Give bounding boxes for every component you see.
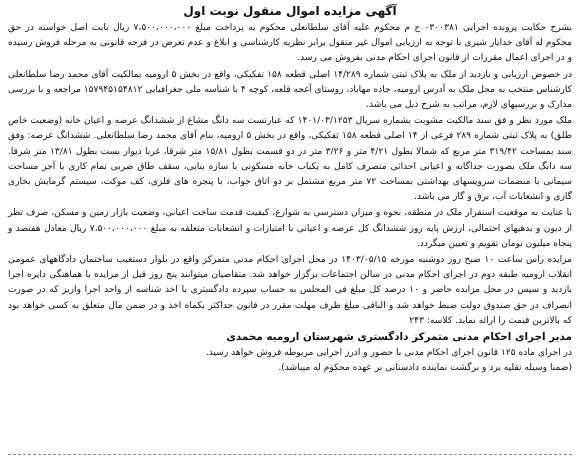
bottom-divider [8, 454, 572, 455]
signature-line: مدیر اجرای احکام مدنی متمرکز دادگستری شهرستان ارومیه محمدی [226, 331, 572, 344]
appraisal-paragraph: در خصوص ارزیابی و بازدید از ملک به پلاک ثبتی شماره ۱۴/۲۸۹ اصلی قطعه ۱۵۸ تفکیکی، واقع در بخش ۵ ارومیه بمالکیت آقای محمد رضا سلطانعلی کارشناس منتخب به محل ملک به آدرس ارومیه، جاده مهاباد، روستای آغجه قلعه، کوچه ۴ با شناسه ملی جغرافیایی ۱۵۷۹۴۵۱۵۴۸۱۲ مراجعه و با بررسی مدارک و بررسیهای لازم، مراتب به شرح ذیل می باشد. [8, 69, 572, 111]
footer-note-1: در اجرای ماده ۱۲۵ قانون اجرای احکام مدنی با حضور و ادرز اجرایی مربوطه فروش خواهد رسید. [205, 348, 572, 359]
property-description-paragraph: ملک مورد نظر و فق سند مالکیت مشوبت بشماره سریال ۱۴۰۱/۰۳/۱۲۵۳ که عبارتست سه دانگ مشاع از ششدانگ عرصه و اعیان خانه (وضعیت خاص طلق) به پلاک ثبتی شماره ۲۸۹ فرعی از ۱۴ اصلی قطعه ۱۵۸ تفکیکی، واقع در بخش ۵ ارومیه، بنام آقای محمد رضا سلطانعلی. ششدانگ عرصه: وفق سند بمساحت ۳۱۹/۴۲ متر مربع که شمالا بطول ۴/۲۱ متر و ۳/۲۶ متر در دو قسمت بطول ۱۵/۸۱ متر شرقا، غربا دیوار بست بطول ۱۳/۸۱ متر شرقا. سه دانگ ملک بصورت جداگانه و اعیانی احداثی متصرف کامل به یکباب خانه مسکونی با سازه بنایی، سقف طاق ضربی تمام کاری با آجر مساحت سیمانی با منضمات سرویسهای بهداشتی بمساحت ۷۲ متر مربع مشتمل بر دو اتاق خواب، با پنجره های فلزی، کف موکت، سیستم گرمایش بخاری گازی و انشعابات آب، برق و گاز می باشد. [8, 116, 572, 203]
auction-terms-paragraph: مزایده راس ساعت ۱۰ صبح روز دوشنبه مورخه ۱۴۰۳/۰۵/۱۵ در محل اجرای احکام مدنی متمرکز واقع در بلوار دستغیب ساختمان دادگاههای عمومی انقلاب ارومیه طبقه دوم در اجرای احکام مدنی در سالن اجتماعات برگزار خواهد شد. متقاضیان میتوانند پنج روز قبل از مزایده با هماهنگی دایره اجرا بازدید و سپس در محل مزایده حاضر و ۱۰ درصد کل مبلغ فی المجلس به حساب سپرده دادگستری با اخذ شناسه از واحد اجرا واریز که در صورت انصراف در حق صندوق دولت ضبط خواهد شد و الباقی مبلغ ظرف مهلت مقرر در قانون حداکثر یکماه اخذ و در ضمن مال متعلق به کسی خواهد بود که بالاترین قیمت را ارائه نماید. کلاسه: ۲۴۳ [8, 255, 573, 326]
valuation-paragraph: با عنایت به موقعیت استقرار ملک در منطقه، نحوه و میزان دسترسی به شوارع، کیفیت قدمت ساخت اعیانی، وضعیت بازار زمین و مسکن، صرف نظر از دیون و بدهیهای احتمالی، ارزش پایه روز ششدانگ کل عرصه و اعیانی با امتیازات و انشعابات متعلقه به مبلغ ۷،۵۰۰،۰۰۰،۰۰۰ ریال معادل هفتصد و پنجاه میلیون تومان تقویم و تعیین میگردد. [8, 208, 572, 249]
footer-note-2: (ضمنا وسیله نقلیه برد و برگشت نماینده دادستانی بر عهده محکوم له میباشد). [278, 363, 572, 374]
intro-paragraph: بشرح حکایت پرونده اجرایی ۰۳۰۰۳۸۱ ج م محکوم علیه آقای سلطانعلی محکوم به پرداخت مبلغ ۷،۵۰۰،۰۰۰،۰۰۰ ریال بابت اصل خواسته در حق محکوم له آقای خدایار شیری با توجه به ارزیابی اموال غیر منقول برابر نظریه کارشناسی و ابلاغ و عدم تعرض در فرجه قانونی به مرحله فروش رسیده و در اجرای اعمال مقررات از قانون اجرای احکام مدنی بفروش می رسد. [8, 23, 573, 64]
notice-title: آگهی مزایده اموال منقول نوبت اول [183, 4, 397, 18]
